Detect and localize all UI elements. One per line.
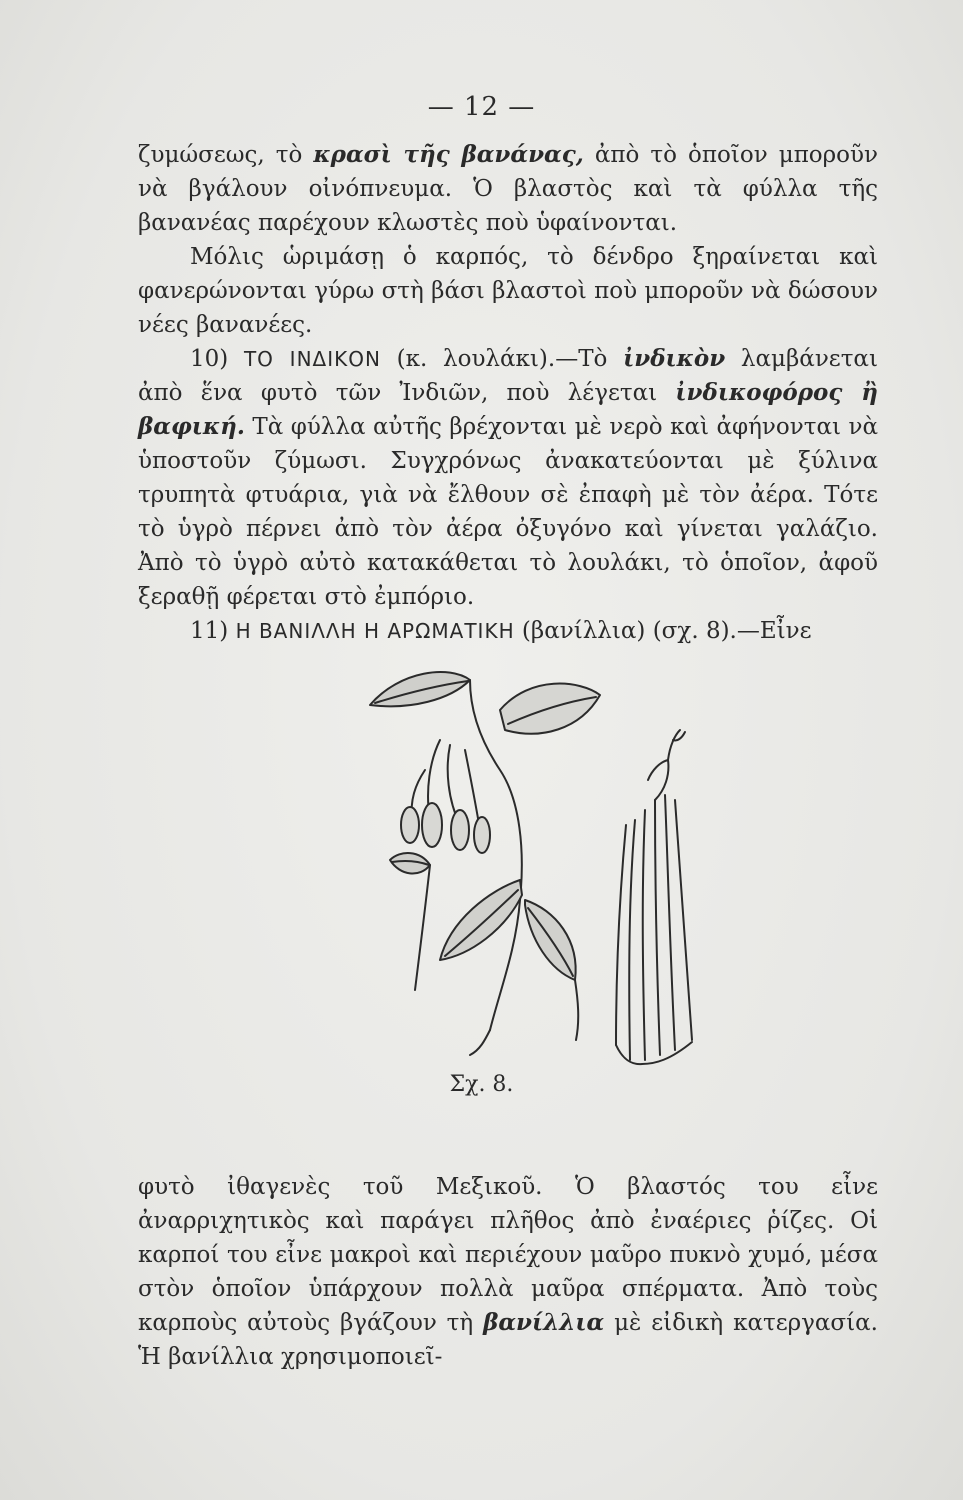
paragraph-indigo: 10) ΤΟ ΙΝΔΙΚΟΝ (κ. λουλάκι).—Τὸ ἰνδικὸν λαμβάνεται ἀπὸ ἕνα φυτὸ τῶν Ἰνδιῶν, ποὺ λέγεται ἰνδικοφόρος ἢ βαφική. Τὰ φύλλα αὐτῆς βρέχονται μὲ νερὸ καὶ ἀφήνονται νὰ ὑποστοῦν ζύμωσι. Συγχρόνως ἀνακατεύονται μὲ ξύλινα τρυπητὰ φτυάρια, γιὰ νὰ ἔλθουν σὲ ἐπαφὴ μὲ τὸν ἀέρα. Τότε τὸ ὑγρὸ πέρνει ἀπὸ τὸν ἀέρα ὀξυγόνο καὶ γίνεται γαλάζιο. Ἀπὸ τὸ ὑγρὸ αὐτὸ κατακάθεται τὸ λουλάκι, τὸ ὁποῖον, ἀφοῦ ξεραθῇ φέρεται στὸ ἐμπόριο. <box>138 345 878 610</box>
text-block-top <box>138 138 878 648</box>
term-indigo: ἰνδικὸν <box>623 345 726 372</box>
term-vanilla: βανίλλια <box>483 1309 605 1336</box>
term-indigofera: ἰνδικοφόρος ἢ βαφική. <box>138 379 878 440</box>
page-number: — 12 — <box>427 92 536 122</box>
heading-vanilla: Η ΒΑΝΙΛΛΗ Η ΑΡΩΜΑΤΙΚΗ <box>235 619 515 643</box>
term-banana-wine: κρασὶ τῆς βανάνας, <box>313 141 584 168</box>
paragraph-banana-wine: ζυμώσεως, τὸ κρασὶ τῆς βανάνας, ἀπὸ τὸ ὁποῖον μποροῦν νὰ βγάλουν οἰνόπνευμα. Ὁ βλαστὸς καὶ τὰ φύλλα τῆς βανανέας παρέχουν κλωστὲς ποὺ ὑφαίνονται. <box>138 141 878 236</box>
heading-indigo: ΤΟ ΙΝΔΙΚΟΝ <box>243 347 381 371</box>
vanilla-plant-illustration <box>330 650 890 1070</box>
figure-caption: Σχ. 8. <box>449 1072 514 1097</box>
text-block-bottom <box>138 1170 878 1374</box>
paragraph-vanilla-description: φυτὸ ἰθαγενὲς τοῦ Μεξικοῦ. Ὁ βλαστός του εἶνε ἀναρριχητικὸς καὶ παράγει πλῆθος ἀπὸ ἐναέριες ῥίζες. Οἱ καρποί του εἶνε μακροὶ καὶ περιέχουν μαῦρο πυκνὸ χυμό, μέσα στὸν ὁποῖον ὑπάρχουν πολλὰ μαῦρα σπέρματα. Ἀπὸ τοὺς καρποὺς αὐτοὺς βγάζουν τὴ βανίλλια μὲ εἰδικὴ κατεργασία. Ἡ βανίλλια χρησιμοποιεῖ- <box>138 1174 878 1370</box>
paragraph-banana-shoots: Μόλις ὡριμάσῃ ὁ καρπός, τὸ δένδρο ξηραίνεται καὶ φανερώνονται γύρω στὴ βάσι βλαστοὶ ποὺ μποροῦν νὰ δώσουν νέες βανανέες. <box>138 244 878 338</box>
paragraph-vanilla-heading: 11) Η ΒΑΝΙΛΛΗ Η ΑΡΩΜΑΤΙΚΗ (βανίλλια) (σχ. 8).—Εἶνε <box>190 618 812 644</box>
